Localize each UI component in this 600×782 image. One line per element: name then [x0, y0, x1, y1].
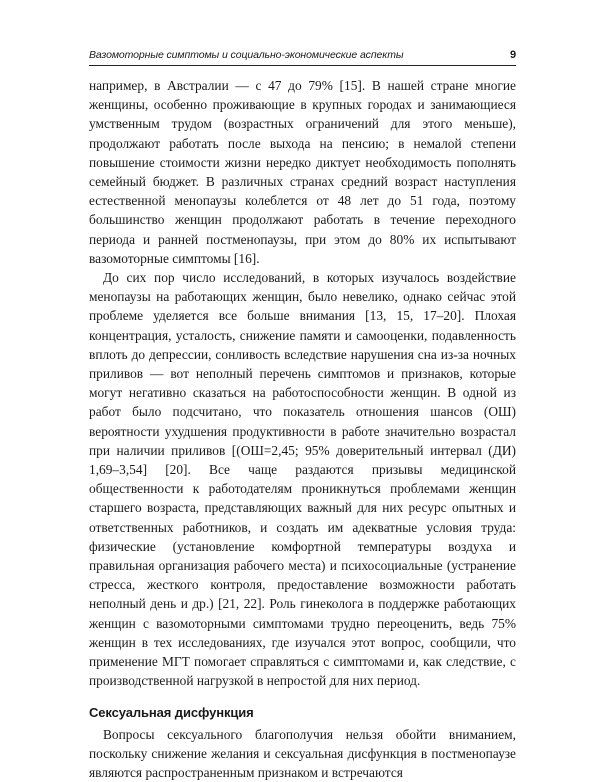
header-divider [89, 65, 516, 66]
running-header [89, 48, 516, 62]
body-text [89, 76, 516, 782]
page-number: 9 [510, 48, 516, 62]
paragraph-continuation: например, в Австралии — с 47 до 79% [15]. В нашей стране многие женщины, особенно проживающие в крупных городах и занимающиеся умственным трудом (возрастных ограничений для этого меньше), продолжают работать после выхода на пенсию; в немалой степени повышение стоимости жизни нередко диктует необходимость пополнять семейный бюджет. В различных странах средний возраст наступления естественной менопаузы колеблется от 48 лет до 51 года, поэтому большинство женщин продолжают работать в течение переходного периода и ранней постменопаузы, при этом до 80% их испытывают вазомоторные симптомы [16]. [89, 76, 516, 268]
paragraph-section-intro: Вопросы сексуального благополучия нельзя обойти вниманием, поскольку снижение желания и сексуальная дисфункция в постменопаузе являются распространенным признаком и встречаются [89, 725, 516, 782]
section-heading: Сексуальная дисфункция [89, 704, 516, 721]
paragraph-workplace: До сих пор число исследований, в которых изучалось воздействие менопаузы на работающих женщин, было невелико, однако сейчас этой проблеме уделяется все больше внимания [13, 15, 17–20]. Плохая концентрация, усталость, снижение памяти и самооценки, подавленность вплоть до депрессии, сонливость вследствие нарушения сна из-за ночных приливов — вот неполный перечень симптомов и признаков, которые могут негативно сказаться на работоспособности женщин. В одной из работ было подсчитано, что показатель отношения шансов (ОШ) вероятности ухудшения продуктивности в работе значительно возрастал при наличии приливов [(ОШ=2,45; 95% доверительный интервал (ДИ) 1,69–3,54] [20]. Все чаще раздаются призывы медицинской общественности к работодателям проникнуться проблемами женщин старшего возраста, представляющих важный для них ресурс опытных и ответственных работников, и создать им адекватные условия труда: физические (установление комфортной температуры воздуха и правильная организация рабочего места) и психосоциальные (устранение стресса, жесткого контроля, предоставление возможности работать неполный день и др.) [21, 22]. Роль гинеколога в поддержке работающих женщин с вазомоторными симптомами трудно переоценить, ведь 75% женщин в тех исследованиях, где изучался этот вопрос, сообщили, что применение МГТ помогает справляться с симптомами и, как следствие, с производственной нагрузкой в непростой для них период. [89, 268, 516, 690]
document-page [89, 48, 516, 782]
running-title: Вазомоторные симптомы и социально-экономические аспекты [89, 48, 404, 62]
